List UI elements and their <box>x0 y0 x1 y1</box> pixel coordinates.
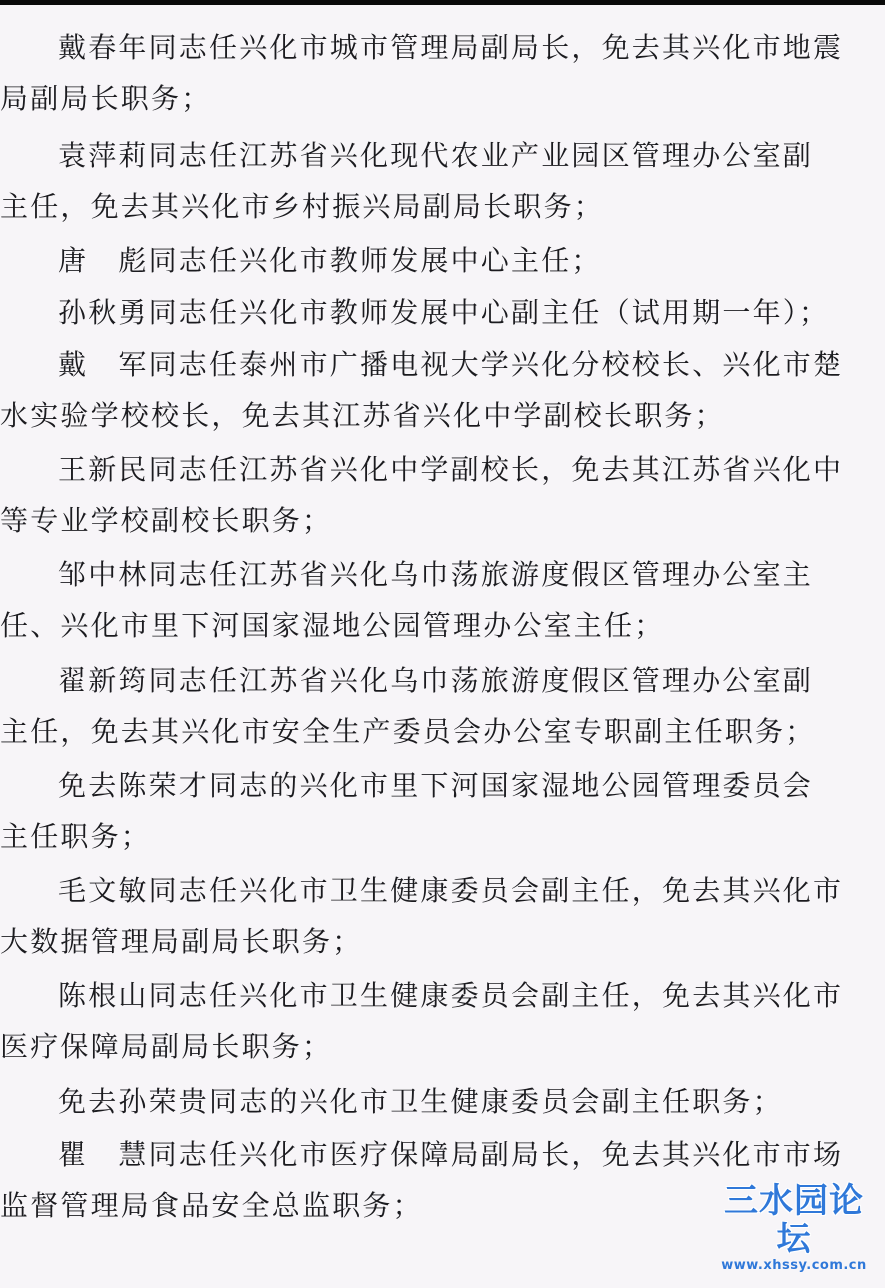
text-line-22: 瞿 慧同志任兴化市医疗保障局副局长，免去其兴化市市场 <box>58 1138 844 1171</box>
text-line-7: 戴 军同志任泰州市广播电视大学兴化分校校长、兴化市楚 <box>58 348 844 381</box>
text-line-12: 任、兴化市里下河国家湿地公园管理办公室主任； <box>0 609 665 642</box>
text-line-11: 邹中林同志任江苏省兴化乌巾荡旅游度假区管理办公室主 <box>58 558 814 591</box>
site-watermark <box>709 1182 879 1274</box>
text-line-6: 孙秋勇同志任兴化市教师发展中心副主任（试用期一年）； <box>58 296 830 329</box>
text-line-20: 医疗保障局副局长职务； <box>0 1030 333 1063</box>
text-line-21: 免去孙荣贵同志的兴化市卫生健康委员会副主任职务； <box>58 1085 783 1118</box>
text-line-23: 监督管理局食品安全总监职务； <box>0 1189 423 1222</box>
text-line-9: 王新民同志任江苏省兴化中学副校长，免去其江苏省兴化中 <box>58 453 844 486</box>
text-line-10: 等专业学校副校长职务； <box>0 504 333 537</box>
text-line-14: 主任，免去其兴化市安全生产委员会办公室专职副主任职务； <box>0 715 816 748</box>
text-line-4: 主任，免去其兴化市乡村振兴局副局长职务； <box>0 190 605 223</box>
text-line-19: 陈根山同志任兴化市卫生健康委员会副主任，免去其兴化市 <box>58 979 844 1012</box>
text-line-16: 主任职务； <box>0 820 152 853</box>
text-line-5: 唐 彪同志任兴化市教师发展中心主任； <box>58 244 602 277</box>
text-line-13: 翟新筠同志任江苏省兴化乌巾荡旅游度假区管理办公室副 <box>58 664 814 697</box>
watermark-url: www.xhssy.com.cn <box>721 1258 867 1273</box>
text-line-8: 水实验学校校长，免去其江苏省兴化中学副校长职务； <box>0 399 725 432</box>
text-line-3: 袁萍莉同志任江苏省兴化现代农业产业园区管理办公室副 <box>58 139 814 172</box>
text-line-17: 毛文敏同志任兴化市卫生健康委员会副主任，免去其兴化市 <box>58 874 844 907</box>
text-line-18: 大数据管理局副局长职务； <box>0 925 363 958</box>
text-line-1: 戴春年同志任兴化市城市管理局副局长，免去其兴化市地震 <box>58 31 844 64</box>
watermark-logo: 三水园论坛 <box>724 1181 864 1259</box>
text-line-2: 局副局长职务； <box>0 82 212 115</box>
text-line-15: 免去陈荣才同志的兴化市里下河国家湿地公园管理委员会 <box>58 769 814 802</box>
